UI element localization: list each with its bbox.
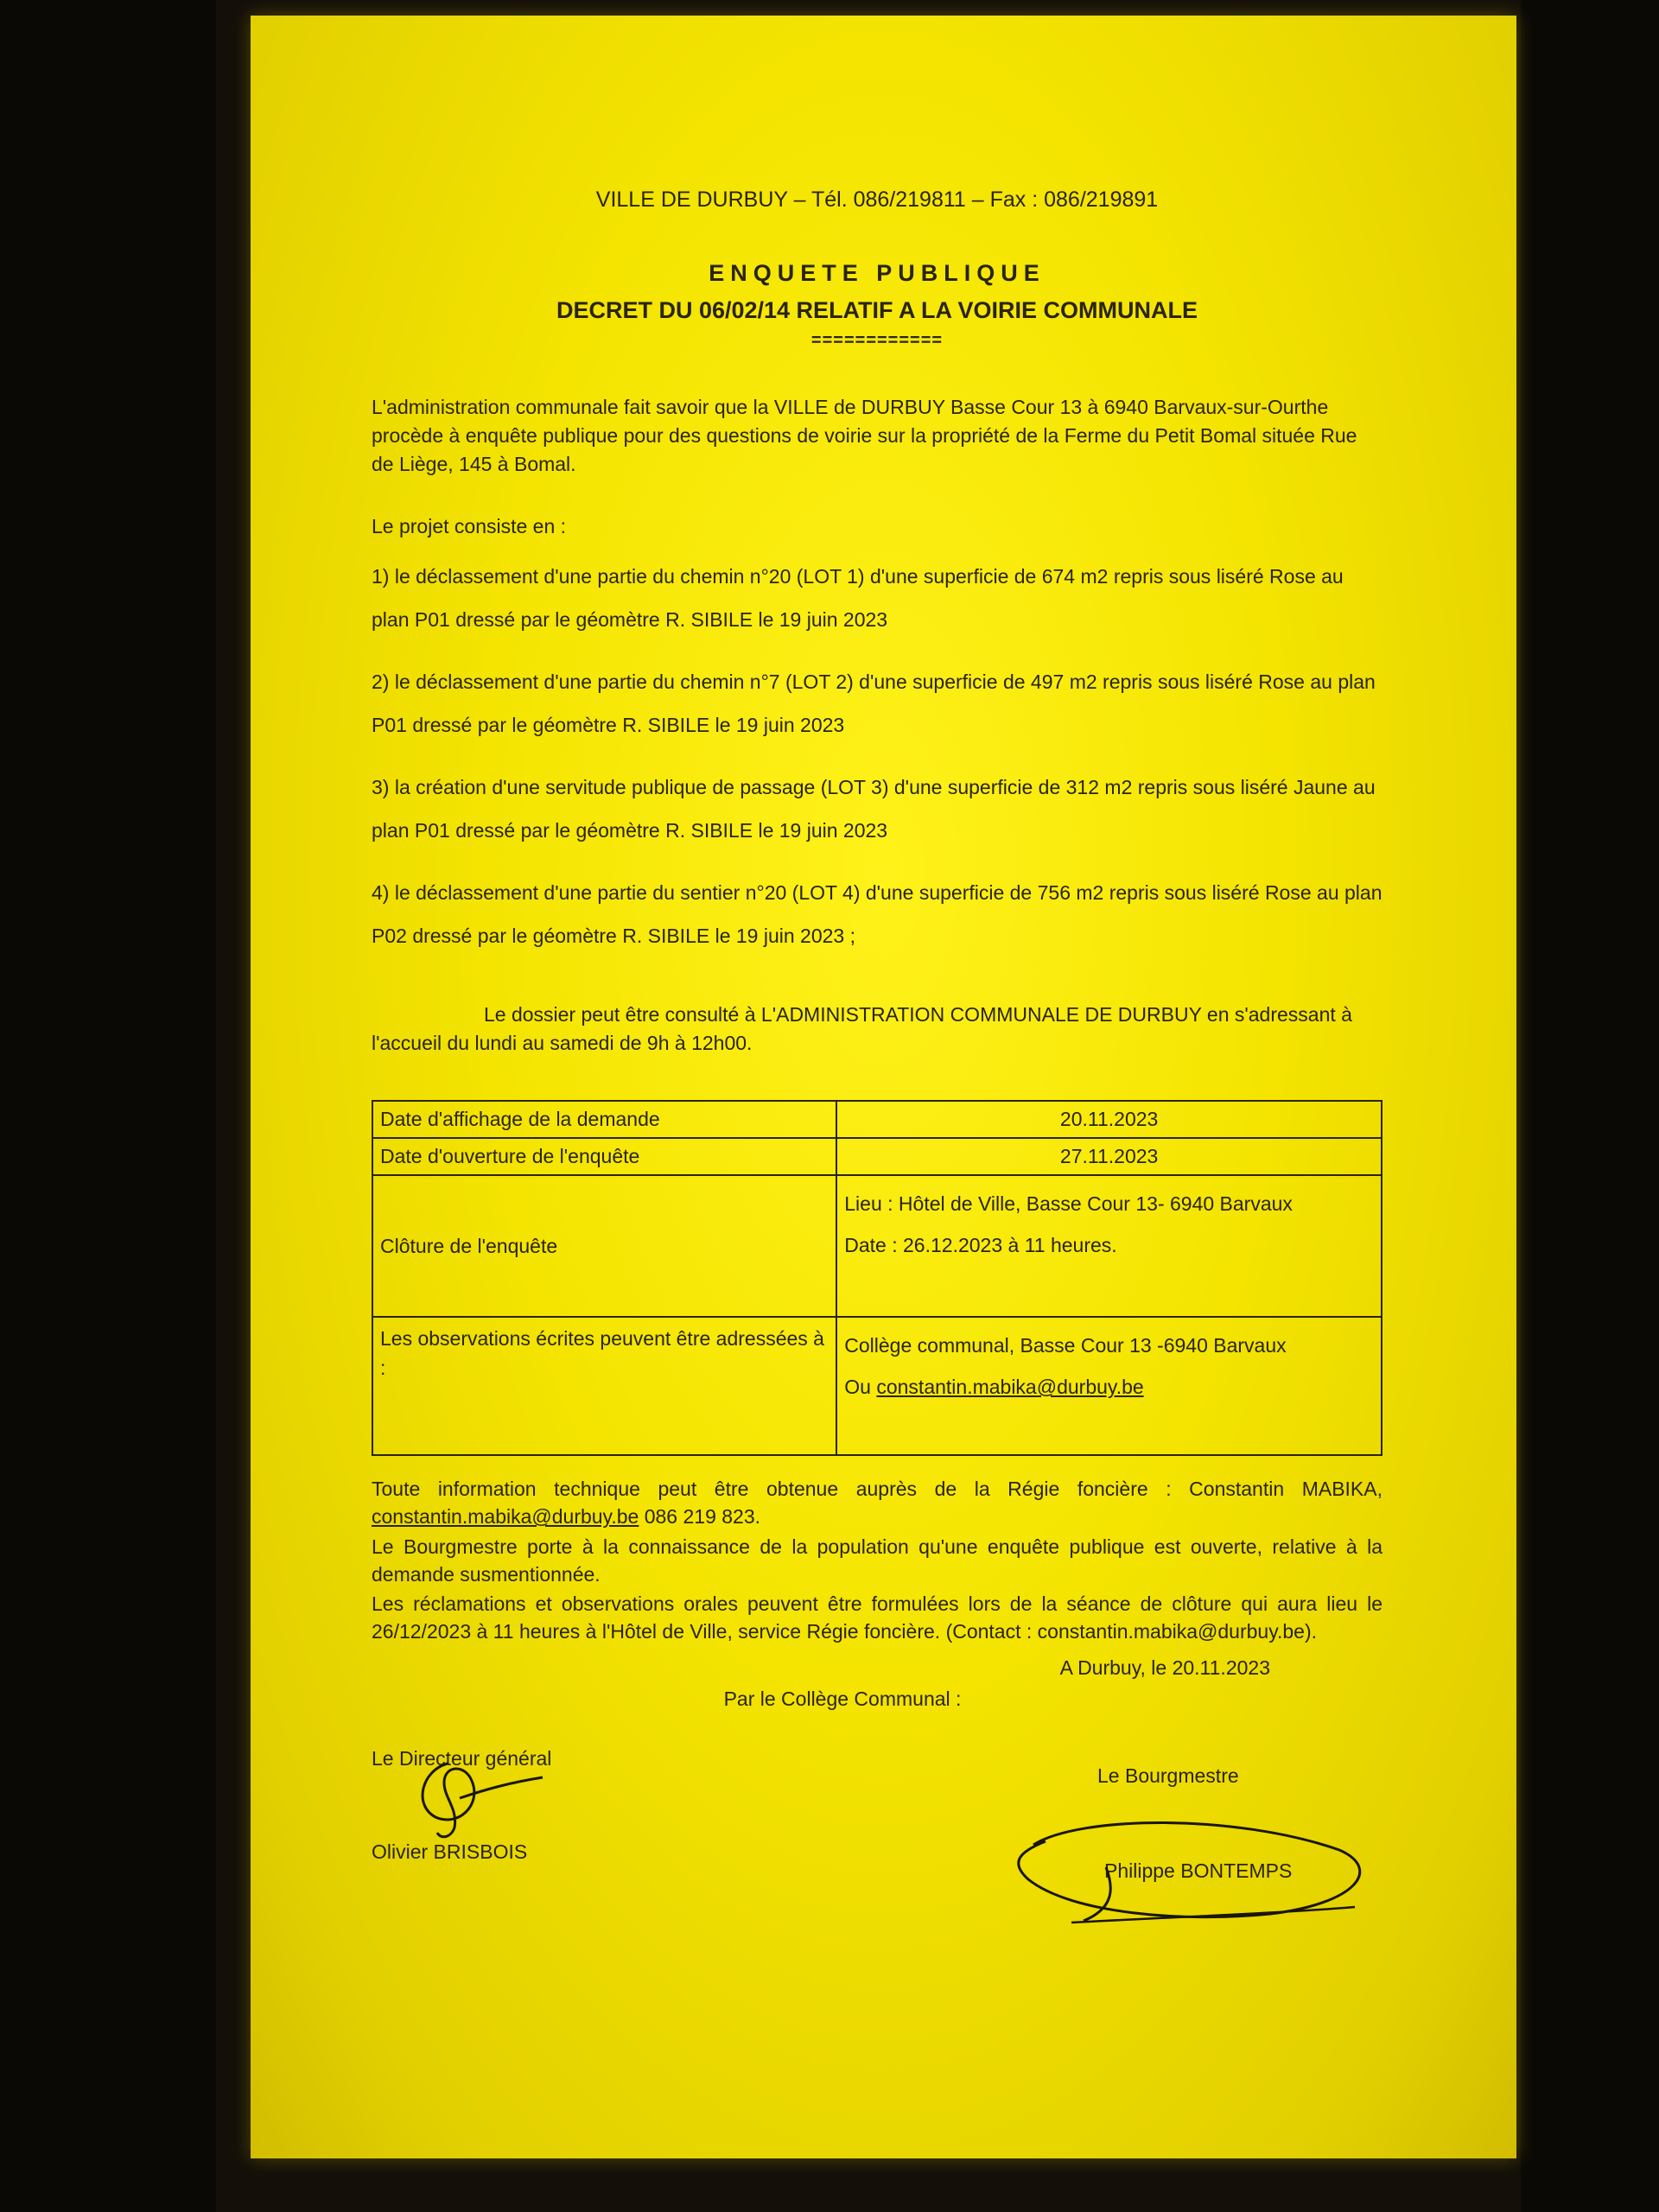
cloture-label: Clôture de l'enquête xyxy=(372,1175,836,1317)
observations-address: Collège communal, Basse Cour 13 -6940 Barvaux xyxy=(844,1334,1287,1357)
bourgmestre-name: Philippe BONTEMPS xyxy=(1104,1859,1293,1883)
cloture-details xyxy=(836,1175,1382,1317)
city-contact-line: VILLE DE DURBUY – Tél. 086/219811 – Fax : 086/219891 xyxy=(595,188,1159,212)
observations-details xyxy=(836,1317,1382,1455)
ouverture-value: 27.11.2023 xyxy=(836,1138,1382,1175)
reclamations-paragraph: Les réclamations et observations orales peuvent être formulées lors de la séance de clôture qui aura lieu le 26/12/2023 à 11 heures à l'Hôtel de Ville, service Régie foncière. (Contact : constantin.mabika@durbuy.be). xyxy=(372,1592,1382,1643)
observations-email-link[interactable]: constantin.mabika@durbuy.be xyxy=(876,1376,1144,1399)
observations-ou: Ou xyxy=(844,1376,877,1399)
project-item-3: 3) la création d'une servitude publique de passage (LOT 3) d'une superficie de 312 m2 repris sous liséré Jaune au plan P01 dressé par le géomètre R. SIBILE le 19 juin 2023 xyxy=(372,775,1376,842)
project-label: Le projet consiste en : xyxy=(372,514,567,537)
technical-info-phone: 086 219 823. xyxy=(639,1505,761,1529)
project-item-2: 2) le déclassement d'une partie du chemin n°7 (LOT 2) d'une superficie de 497 m2 repris sous liséré Rose au plan P01 dressé par le géomètre R. SIBILE le 19 juin 2023 xyxy=(372,670,1376,736)
table-row xyxy=(372,1317,1382,1455)
technical-info-paragraph xyxy=(372,1475,1382,1530)
project-item-1: 1) le déclassement d'une partie du chemin n°20 (LOT 1) d'une superficie de 674 m2 repris sous liséré Rose au plan P01 dressé par le géomètre R. SIBILE le 19 juin 2023 xyxy=(372,564,1344,631)
notice-poster xyxy=(251,16,1516,2158)
table-row xyxy=(372,1101,1382,1138)
college-line: Par le Collège Communal : xyxy=(723,1687,962,1710)
title-underline: ============ xyxy=(810,330,944,350)
enquiry-dates-table xyxy=(372,1100,1382,1457)
project-item-4: 4) le déclassement d'une partie du sentier n°20 (LOT 4) d'une superficie de 756 m2 repris sous liséré Rose au plan P02 dressé par le géomètre R. SIBILE le 19 juin 2023 ; xyxy=(372,880,1382,947)
table-row xyxy=(372,1175,1382,1317)
affichage-label: Date d'affichage de la demande xyxy=(372,1101,836,1138)
affichage-value: 20.11.2023 xyxy=(836,1101,1382,1138)
cloture-date: Date : 26.12.2023 à 11 heures. xyxy=(844,1234,1117,1257)
decree-title: DECRET DU 06/02/14 RELATIF A LA VOIRIE COMMUNALE xyxy=(556,297,1198,324)
observations-contact xyxy=(844,1366,1374,1408)
technical-info-email-link[interactable]: constantin.mabika@durbuy.be xyxy=(372,1505,639,1529)
technical-info-text: Toute information technique peut être obtenue auprès de la Régie foncière : Constantin MABIKA, xyxy=(372,1478,1382,1501)
observations-label: Les observations écrites peuvent être adressées à : xyxy=(372,1317,836,1455)
intro-paragraph: L'administration communale fait savoir que la VILLE de DURBUY Basse Cour 13 à 6940 Barvaux-sur-Ourthe procède à enquête publique pour des questions de voirie sur la propriété de la Ferme du Petit Bomal située Rue de Liège, 145 à Bomal. xyxy=(372,395,1357,476)
consultation-paragraph: Le dossier peut être consulté à L'ADMINISTRATION COMMUNALE DE DURBUY en s'adressant à l'accueil du lundi au samedi de 9h à 12h00. xyxy=(372,1002,1352,1055)
director-name: Olivier BRISBOIS xyxy=(372,1840,528,1864)
notes-section xyxy=(372,1475,1382,1645)
bourgmestre-title: Le Bourgmestre xyxy=(1097,1764,1239,1788)
place-date: A Durbuy, le 20.11.2023 xyxy=(1059,1656,1270,1680)
ouverture-label: Date d'ouverture de l'enquête xyxy=(372,1138,836,1175)
notice-page xyxy=(372,184,1382,1961)
signature-area xyxy=(372,1745,1382,1961)
bourgmestre-notice: Le Bourgmestre porte à la connaissance de la population qu'une enquête publique est ouverte, relative à la demande susmentionnée. xyxy=(372,1535,1382,1586)
cloture-place: Lieu : Hôtel de Ville, Basse Cour 13- 6940 Barvaux xyxy=(844,1192,1293,1216)
director-title: Le Directeur général xyxy=(372,1747,552,1770)
notice-title: ENQUETE PUBLIQUE xyxy=(709,260,1046,287)
table-row xyxy=(372,1138,1382,1175)
